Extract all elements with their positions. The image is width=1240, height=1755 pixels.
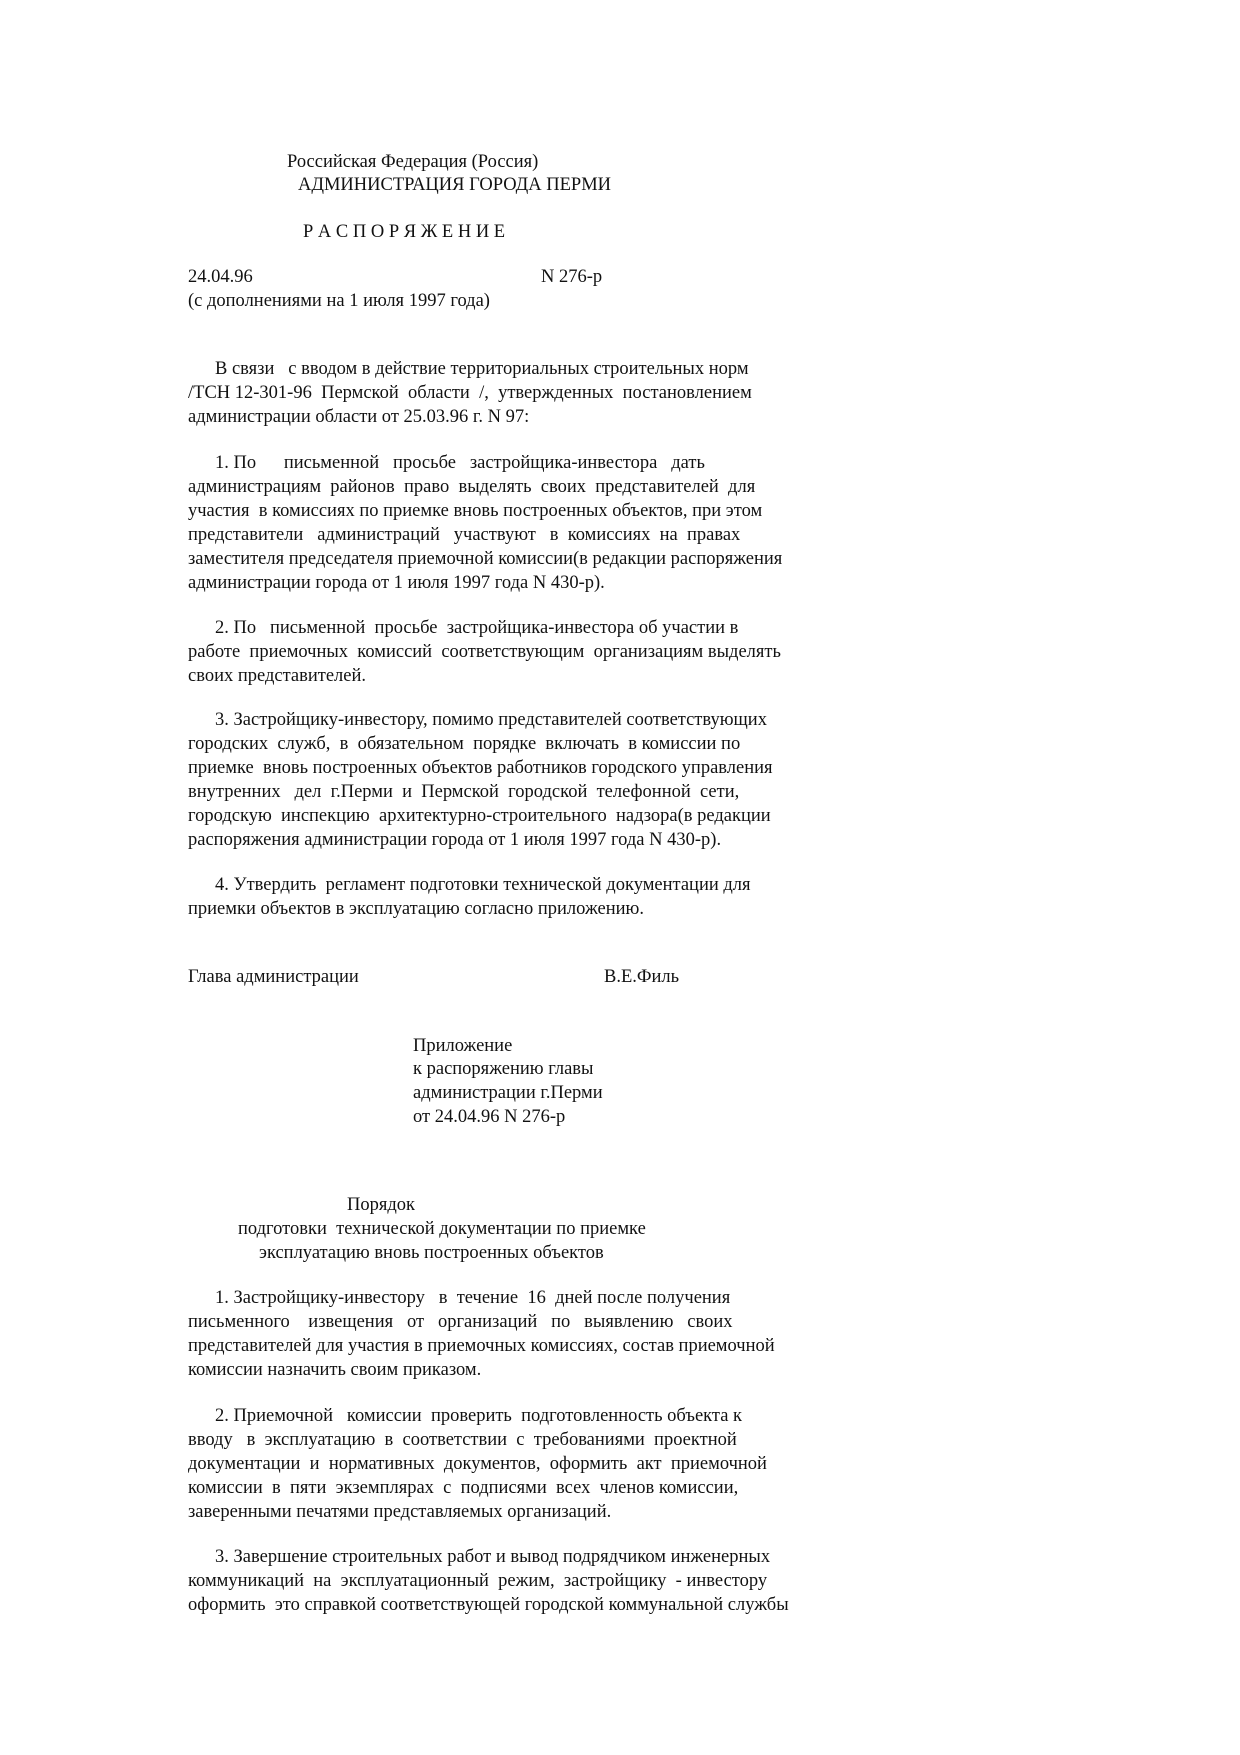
order-item-line: участия в комиссиях по приемке вновь построенных объектов, при этом [188, 501, 763, 521]
order-item-line: администрациям районов право выделять своих представителей для [188, 477, 756, 497]
procedure-item-line: коммуникаций на эксплуатационный режим, застройщику - инвестору [188, 1571, 768, 1591]
procedure-item-line: заверенными печатями представляемых организаций. [188, 1502, 612, 1522]
order-item-line: заместителя председателя приемочной комиссии(в редакции распоряжения [188, 549, 783, 569]
appendix-note-line: от 24.04.96 N 276-р [413, 1107, 566, 1127]
procedure-item-line: 3. Завершение строительных работ и вывод подрядчиком инженерных [215, 1547, 771, 1567]
appendix-note-line: Приложение [413, 1036, 513, 1056]
order-item-line: работе приемочных комиссий соответствующим организациям выделять [188, 642, 781, 662]
order-item-line: приемки объектов в эксплуатацию согласно приложению. [188, 899, 644, 919]
signature-position: Глава администрации [188, 967, 359, 987]
procedure-item-line: оформить это справкой соответствующей городской коммунальной службы [188, 1595, 789, 1615]
order-item-line: приемке вновь построенных объектов работников городского управления [188, 758, 773, 778]
order-item-line: распоряжения администрации города от 1 июля 1997 года N 430-р). [188, 830, 722, 850]
signature-name: В.Е.Филь [604, 967, 680, 987]
document-date: 24.04.96 [188, 267, 253, 287]
preamble-line: администрации области от 25.03.96 г. N 97: [188, 407, 530, 427]
order-item-line: администрации города от 1 июля 1997 года N 430-р). [188, 573, 605, 593]
order-item-line: внутренних дел г.Перми и Пермской городской телефонной сети, [188, 782, 740, 802]
order-item-line: 1. По письменной просьбе застройщика-инвестора дать [215, 453, 705, 473]
procedure-title-line: Порядок [347, 1195, 416, 1215]
order-item-line: представители администраций участвуют в комиссиях на правах [188, 525, 741, 545]
procedure-item-line: документации и нормативных документов, оформить акт приемочной [188, 1454, 767, 1474]
order-item-line: городскую инспекцию архитектурно-строительного надзора(в редакции [188, 806, 771, 826]
order-item-line: своих представителей. [188, 666, 367, 686]
order-item-line: 2. По письменной просьбе застройщика-инвестора об участии в [215, 618, 739, 638]
order-item-line: городских служб, в обязательном порядке включать в комиссии по [188, 734, 741, 754]
document-number: N 276-р [541, 267, 603, 287]
authority-line: АДМИНИСТРАЦИЯ ГОРОДА ПЕРМИ [298, 175, 612, 195]
procedure-item-line: письменного извещения от организаций по выявлению своих [188, 1312, 733, 1332]
country-line: Российская Федерация (Россия) [287, 152, 539, 172]
procedure-item-line: 1. Застройщику-инвестору в течение 16 дней после получения [215, 1288, 731, 1308]
amendments-note: (с дополнениями на 1 июля 1997 года) [188, 291, 490, 311]
appendix-note-line: к распоряжению главы [413, 1059, 594, 1079]
procedure-item-line: комиссии назначить своим приказом. [188, 1360, 482, 1380]
preamble-line: В связи с вводом в действие территориальных строительных норм [215, 359, 749, 379]
procedure-item-line: представителей для участия в приемочных комиссиях, состав приемочной [188, 1336, 775, 1356]
procedure-title-line: подготовки технической документации по приемке [238, 1219, 646, 1239]
preamble-line: /ТСН 12-301-96 Пермской области /, утвержденных постановлением [188, 383, 752, 403]
procedure-item-line: 2. Приемочной комиссии проверить подготовленность объекта к [215, 1406, 743, 1426]
order-item-line: 3. Застройщику-инвестору, помимо представителей соответствующих [215, 710, 767, 730]
procedure-title-line: эксплуатацию вновь построенных объектов [259, 1243, 604, 1263]
procedure-item-line: вводу в эксплуатацию в соответствии с требованиями проектной [188, 1430, 737, 1450]
procedure-item-line: комиссии в пяти экземплярах с подписями всех членов комиссии, [188, 1478, 739, 1498]
document-type: Р А С П О Р Я Ж Е Н И Е [303, 222, 506, 242]
appendix-note-line: администрации г.Перми [413, 1083, 603, 1103]
order-item-line: 4. Утвердить регламент подготовки технической документации для [215, 875, 751, 895]
